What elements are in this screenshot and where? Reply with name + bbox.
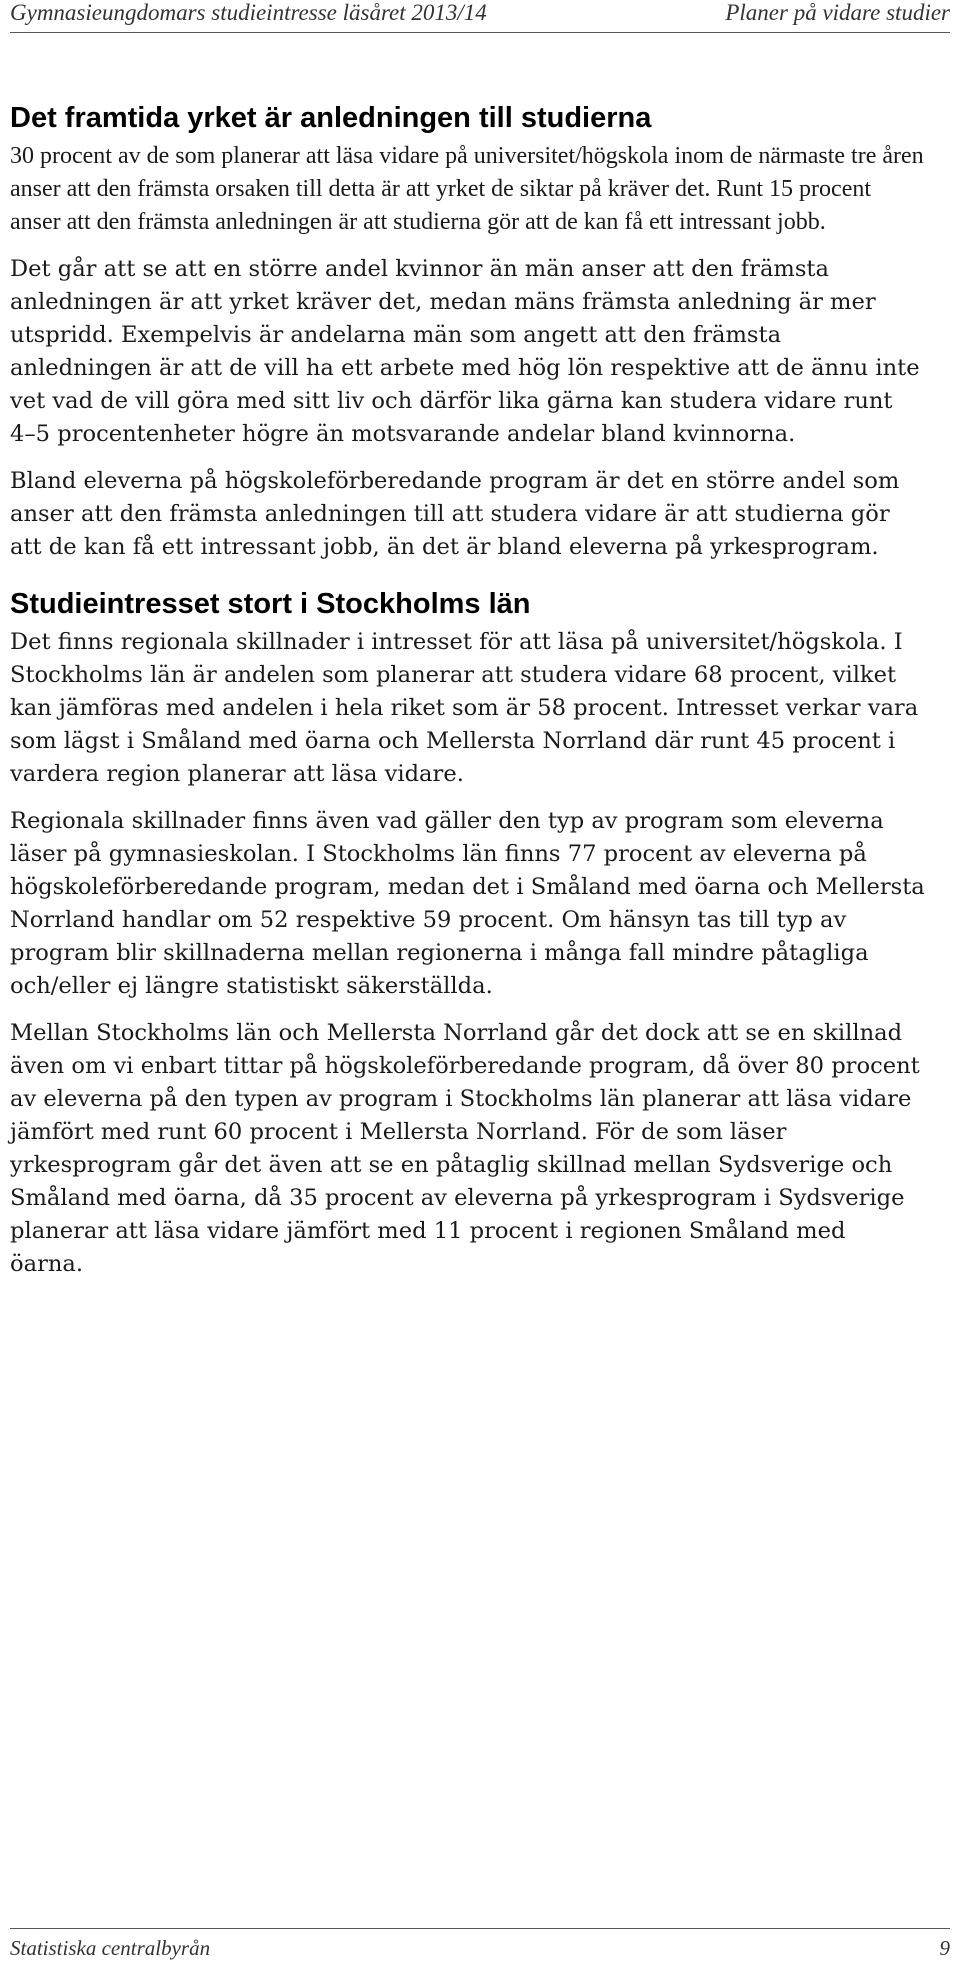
section-heading-stockholm: Studieintresset stort i Stockholms län	[10, 588, 531, 620]
paragraph: Bland eleverna på högskoleförberedande program är det en större andel som anser att den främsta anledningen till att studera vidare är att studierna gör att de kan få ett intressant jobb, än det är bland eleverna på yrkesprogram.	[10, 468, 900, 560]
running-header-title: Gymnasieungdomars studieintresse läsåret 2013/14	[10, 0, 487, 25]
page-footer	[10, 1935, 950, 1961]
page-number: 9	[939, 1936, 950, 1960]
running-header-section: Planer på vidare studier	[725, 0, 950, 25]
header-divider	[10, 32, 950, 33]
section-heading-yrket: Det framtida yrket är anledningen till studierna	[10, 102, 652, 134]
page-body	[10, 100, 925, 1295]
footer-divider	[10, 1928, 950, 1929]
paragraph: Det går att se att en större andel kvinnor än män anser att den främsta anledningen är att yrket kräver det, medan mäns främsta anledning är mer utspridd. Exempelvis är andelarna män som angett att den främsta anledningen är att de vill ha ett arbete med hög lön respektive att de ännu inte vet vad de vill göra med sitt liv och därför lika gärna kan studera vidare runt 4–5 procentenheter högre än motsvarande andelar bland kvinnorna.	[10, 256, 920, 447]
paragraph: 30 procent av de som planerar att läsa vidare på universitet/högskola inom de närmaste tre åren anser att den främsta orsaken till detta är att yrket de siktar på kräver det. Runt 15 procent anser att den främsta anledningen är att studierna gör att de kan få ett intressant jobb.	[10, 143, 924, 235]
publisher-name: Statistiska centralbyrån	[10, 1936, 211, 1960]
paragraph: Regionala skillnader finns även vad gäller den typ av program som eleverna läser på gymnasieskolan. I Stockholms län finns 77 procent av eleverna på högskoleförberedande program, medan det i Småland med öarna och Mellersta Norrland handlar om 52 respektive 59 procent. Om hänsyn tas till typ av program blir skillnaderna mellan regionerna i många fall mindre påtagliga och/eller ej längre statistiskt säkerställda.	[10, 808, 925, 999]
paragraph: Mellan Stockholms län och Mellersta Norrland går det dock att se en skillnad även om vi enbart tittar på högskoleförberedande program, då över 80 procent av eleverna på den typen av program i Stockholms län planerar att läsa vidare jämfört med runt 60 procent i Mellersta Norrland. För de som läser yrkesprogram går det även att se en påtaglig skillnad mellan Sydsverige och Småland med öarna, då 35 procent av eleverna på yrkesprogram i Sydsverige planerar att läsa vidare jämfört med 11 procent i regionen Småland med öarna.	[10, 1020, 920, 1277]
paragraph: Det finns regionala skillnader i intresset för att läsa på universitet/högskola. I Stockholms län är andelen som planerar att studera vidare 68 procent, vilket kan jämföras med andelen i hela riket som är 58 procent. Intresset verkar vara som lägst i Småland med öarna och Mellersta Norrland där runt 45 procent i vardera region planerar att läsa vidare.	[10, 629, 919, 787]
